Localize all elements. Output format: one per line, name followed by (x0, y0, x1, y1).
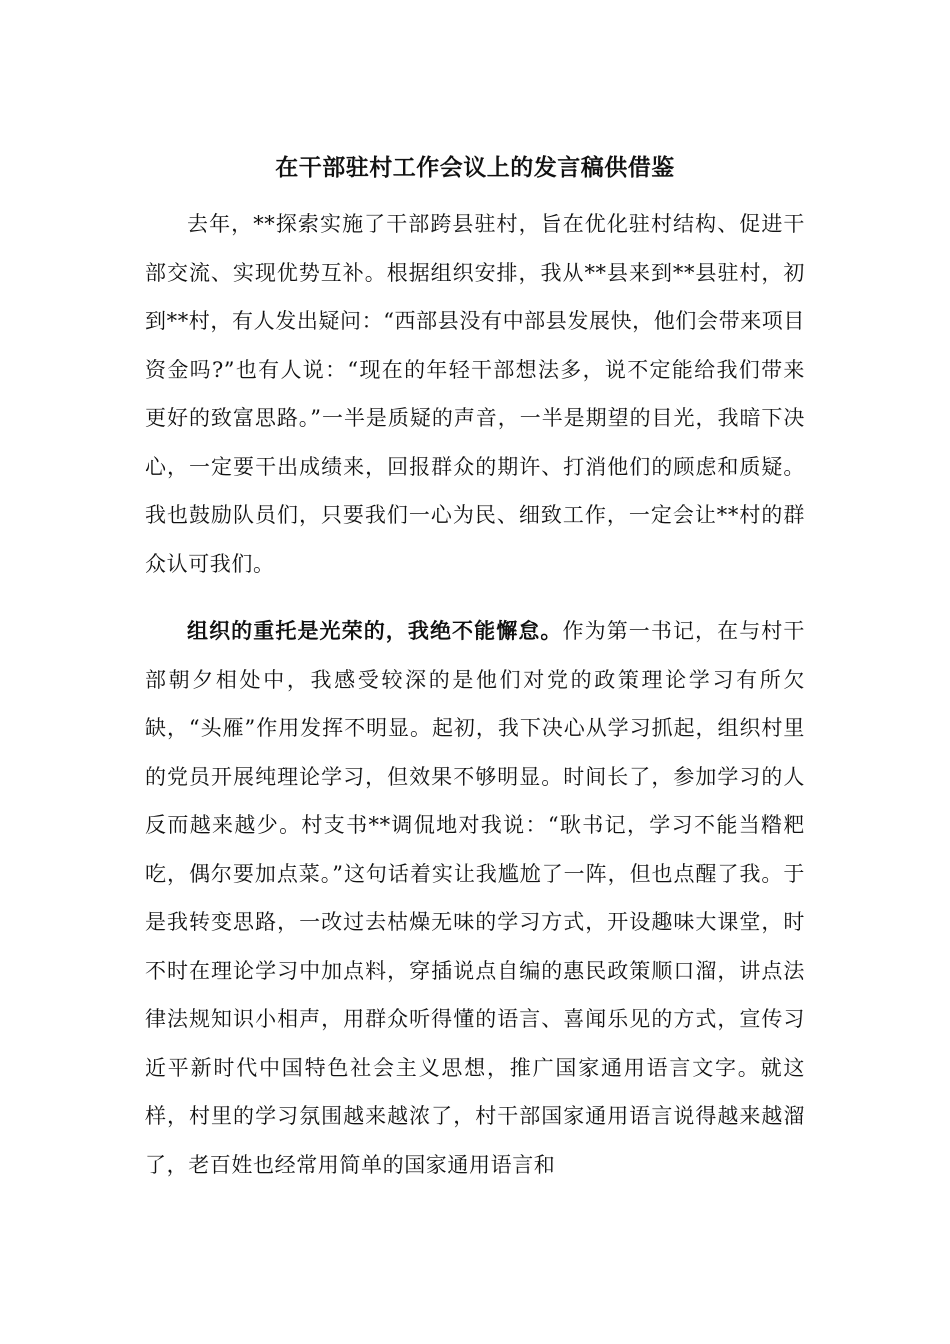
document-title: 在干部驻村工作会议上的发言稿供借鉴 (275, 154, 675, 181)
paragraph-2 (145, 607, 805, 1189)
paragraph-1-text: 去年，**探索实施了干部跨县驻村，旨在优化驻村结构、促进干部交流、实现优势互补。根据组织安排，我从**县来到**县驻村，初到**村，有人发出疑问：“西部县没有中部县发展快，他们会带来项目资金吗?”也有人说：“现在的年轻干部想法多，说不定能给我们带来更好的致富思路。”一半是质疑的声音，一半是期望的目光，我暗下决心，一定要干出成绩来，回报群众的期许、打消他们的顾虑和质疑。我也鼓励队员们，只要我们一心为民、细致工作，一定会让**村的群众认可我们。 (145, 212, 805, 576)
paragraph-1 (145, 200, 805, 588)
paragraph-2-text: 作为第一书记，在与村干部朝夕相处中，我感受较深的是他们对党的政策理论学习有所欠缺，“头雁”作用发挥不明显。起初，我下决心从学习抓起，组织村里的党员开展纯理论学习，但效果不够明显。时间长了，参加学习的人反而越来越少。村支书**调侃地对我说：“耿书记，学习不能当糌粑吃，偶尔要加点菜。”这句话着实让我尴尬了一阵，但也点醒了我。于是我转变思路，一改过去枯燥无味的学习方式，开设趣味大课堂，时不时在理论学习中加点料，穿插说点自编的惠民政策顺口溜，讲点法律法规知识小相声，用群众听得懂的语言、喜闻乐见的方式，宣传习近平新时代中国特色社会主义思想，推广国家通用语言文字。就这样，村里的学习氛围越来越浓了，村干部国家通用语言说得越来越溜了，老百姓也经常用简单的国家通用语言和 (145, 619, 805, 1177)
paragraph-2-lead: 组织的重托是光荣的，我绝不能懈怠。 (187, 618, 563, 643)
